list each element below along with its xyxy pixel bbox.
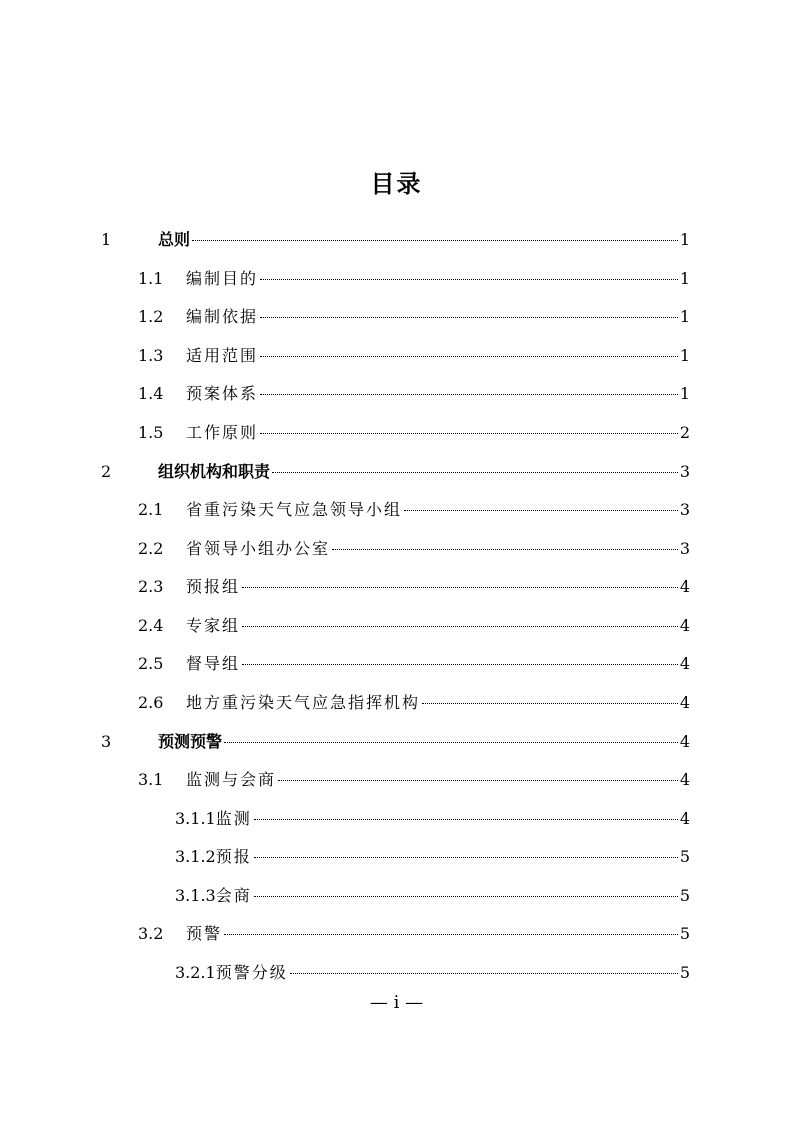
toc-entry-3[interactable] <box>0 728 793 756</box>
toc-number: 1 <box>101 230 112 249</box>
dot-leader <box>260 317 678 318</box>
dot-leader <box>254 857 678 858</box>
toc-entry-2-4[interactable] <box>0 612 793 640</box>
toc-page: 4 <box>679 693 690 712</box>
toc-number: 3.2 <box>138 924 164 943</box>
toc-page: 5 <box>679 924 690 943</box>
toc-label: 编制目的 <box>186 269 259 288</box>
toc-number: 1.1 <box>138 269 164 288</box>
page-title: 目录 <box>370 170 423 198</box>
dot-leader <box>242 664 678 665</box>
dot-leader <box>290 973 678 974</box>
toc-entry-1-4[interactable] <box>0 380 793 408</box>
toc-label: 编制依据 <box>186 307 259 326</box>
toc-label: 预案体系 <box>186 384 259 403</box>
toc-number: 3.1 <box>138 770 164 789</box>
dot-leader <box>224 742 678 743</box>
toc-page: 5 <box>679 886 690 905</box>
toc-label: 预报组 <box>186 577 241 596</box>
page-number-footer: — i — <box>369 992 424 1013</box>
toc-number: 2.1 <box>138 500 164 519</box>
toc-label: 省领导小组办公室 <box>186 539 331 558</box>
toc-label: 预测预警 <box>158 732 223 751</box>
toc-label: 会商 <box>215 886 252 905</box>
toc-number: 3.2.1 <box>175 963 216 982</box>
toc-label: 省重污染天气应急领导小组 <box>186 500 403 519</box>
toc-page: 3 <box>679 539 690 558</box>
toc-label: 适用范围 <box>186 346 259 365</box>
dot-leader <box>272 472 678 473</box>
dot-leader <box>404 510 678 511</box>
toc-label: 组织机构和职责 <box>158 462 271 481</box>
toc-entry-1-3[interactable] <box>0 342 793 370</box>
toc-entry-2-2[interactable] <box>0 535 793 563</box>
toc-entry-3-1[interactable] <box>0 766 793 794</box>
toc-number: 1.3 <box>138 346 164 365</box>
toc-entry-1-2[interactable] <box>0 303 793 331</box>
toc-entry-2-3[interactable] <box>0 573 793 601</box>
dot-leader <box>260 279 678 280</box>
toc-number: 3.1.1 <box>175 809 216 828</box>
toc-page: 1 <box>679 346 690 365</box>
dot-leader <box>260 356 678 357</box>
toc-entry-1[interactable] <box>0 226 793 254</box>
toc-entry-2-1[interactable] <box>0 496 793 524</box>
dot-leader <box>260 394 678 395</box>
toc-page: 1 <box>679 307 690 326</box>
toc-entry-3-1-3[interactable] <box>0 882 793 910</box>
toc-number: 3.1.2 <box>175 847 216 866</box>
toc-label: 预警 <box>186 924 223 943</box>
toc-label: 监测与会商 <box>186 770 277 789</box>
toc-label: 督导组 <box>186 654 241 673</box>
toc-number: 1.4 <box>138 384 164 403</box>
toc-label: 预报 <box>215 847 252 866</box>
toc-entry-2-5[interactable] <box>0 650 793 678</box>
toc-entry-2[interactable] <box>0 458 793 486</box>
dot-leader <box>224 934 678 935</box>
dot-leader <box>278 780 678 781</box>
toc-page: 1 <box>679 269 690 288</box>
dot-leader <box>260 433 678 434</box>
toc-page: 4 <box>679 809 690 828</box>
toc-number: 1.2 <box>138 307 164 326</box>
toc-label: 工作原则 <box>186 423 259 442</box>
toc-number: 2.2 <box>138 539 164 558</box>
toc-page: 2 <box>679 423 690 442</box>
dot-leader <box>332 549 678 550</box>
toc-page: 4 <box>679 654 690 673</box>
toc-entry-3-1-2[interactable] <box>0 843 793 871</box>
dot-leader <box>242 587 678 588</box>
toc-label: 专家组 <box>186 616 241 635</box>
toc-page: 3 <box>679 500 690 519</box>
toc-label: 预警分级 <box>215 963 288 982</box>
toc-page: 3 <box>679 462 690 481</box>
dot-leader <box>422 703 678 704</box>
toc-entry-3-2-1[interactable] <box>0 959 793 987</box>
toc-page: 4 <box>679 616 690 635</box>
toc-entry-3-2[interactable] <box>0 920 793 948</box>
toc-label: 监测 <box>215 809 252 828</box>
toc-entry-2-6[interactable] <box>0 689 793 717</box>
dot-leader <box>254 896 678 897</box>
toc-number: 2.4 <box>138 616 164 635</box>
toc-label: 总则 <box>158 230 191 249</box>
toc-number: 3 <box>101 732 112 751</box>
toc-page: 5 <box>679 963 690 982</box>
dot-leader <box>242 626 678 627</box>
toc-page: 5 <box>679 847 690 866</box>
toc-number: 2.6 <box>138 693 164 712</box>
toc-page: 4 <box>679 577 690 596</box>
toc-number: 2.5 <box>138 654 164 673</box>
toc-entry-1-1[interactable] <box>0 265 793 293</box>
toc-number: 1.5 <box>138 423 164 442</box>
dot-leader <box>254 819 678 820</box>
toc-page: 4 <box>679 770 690 789</box>
toc-entry-3-1-1[interactable] <box>0 805 793 833</box>
toc-number: 2 <box>101 462 112 481</box>
toc-page: 1 <box>679 384 690 403</box>
dot-leader <box>192 240 678 241</box>
toc-entry-1-5[interactable] <box>0 419 793 447</box>
toc-number: 3.1.3 <box>175 886 216 905</box>
toc-page: 4 <box>679 732 690 751</box>
toc-page: 1 <box>679 230 690 249</box>
toc-label: 地方重污染天气应急指挥机构 <box>186 693 421 712</box>
toc-number: 2.3 <box>138 577 164 596</box>
